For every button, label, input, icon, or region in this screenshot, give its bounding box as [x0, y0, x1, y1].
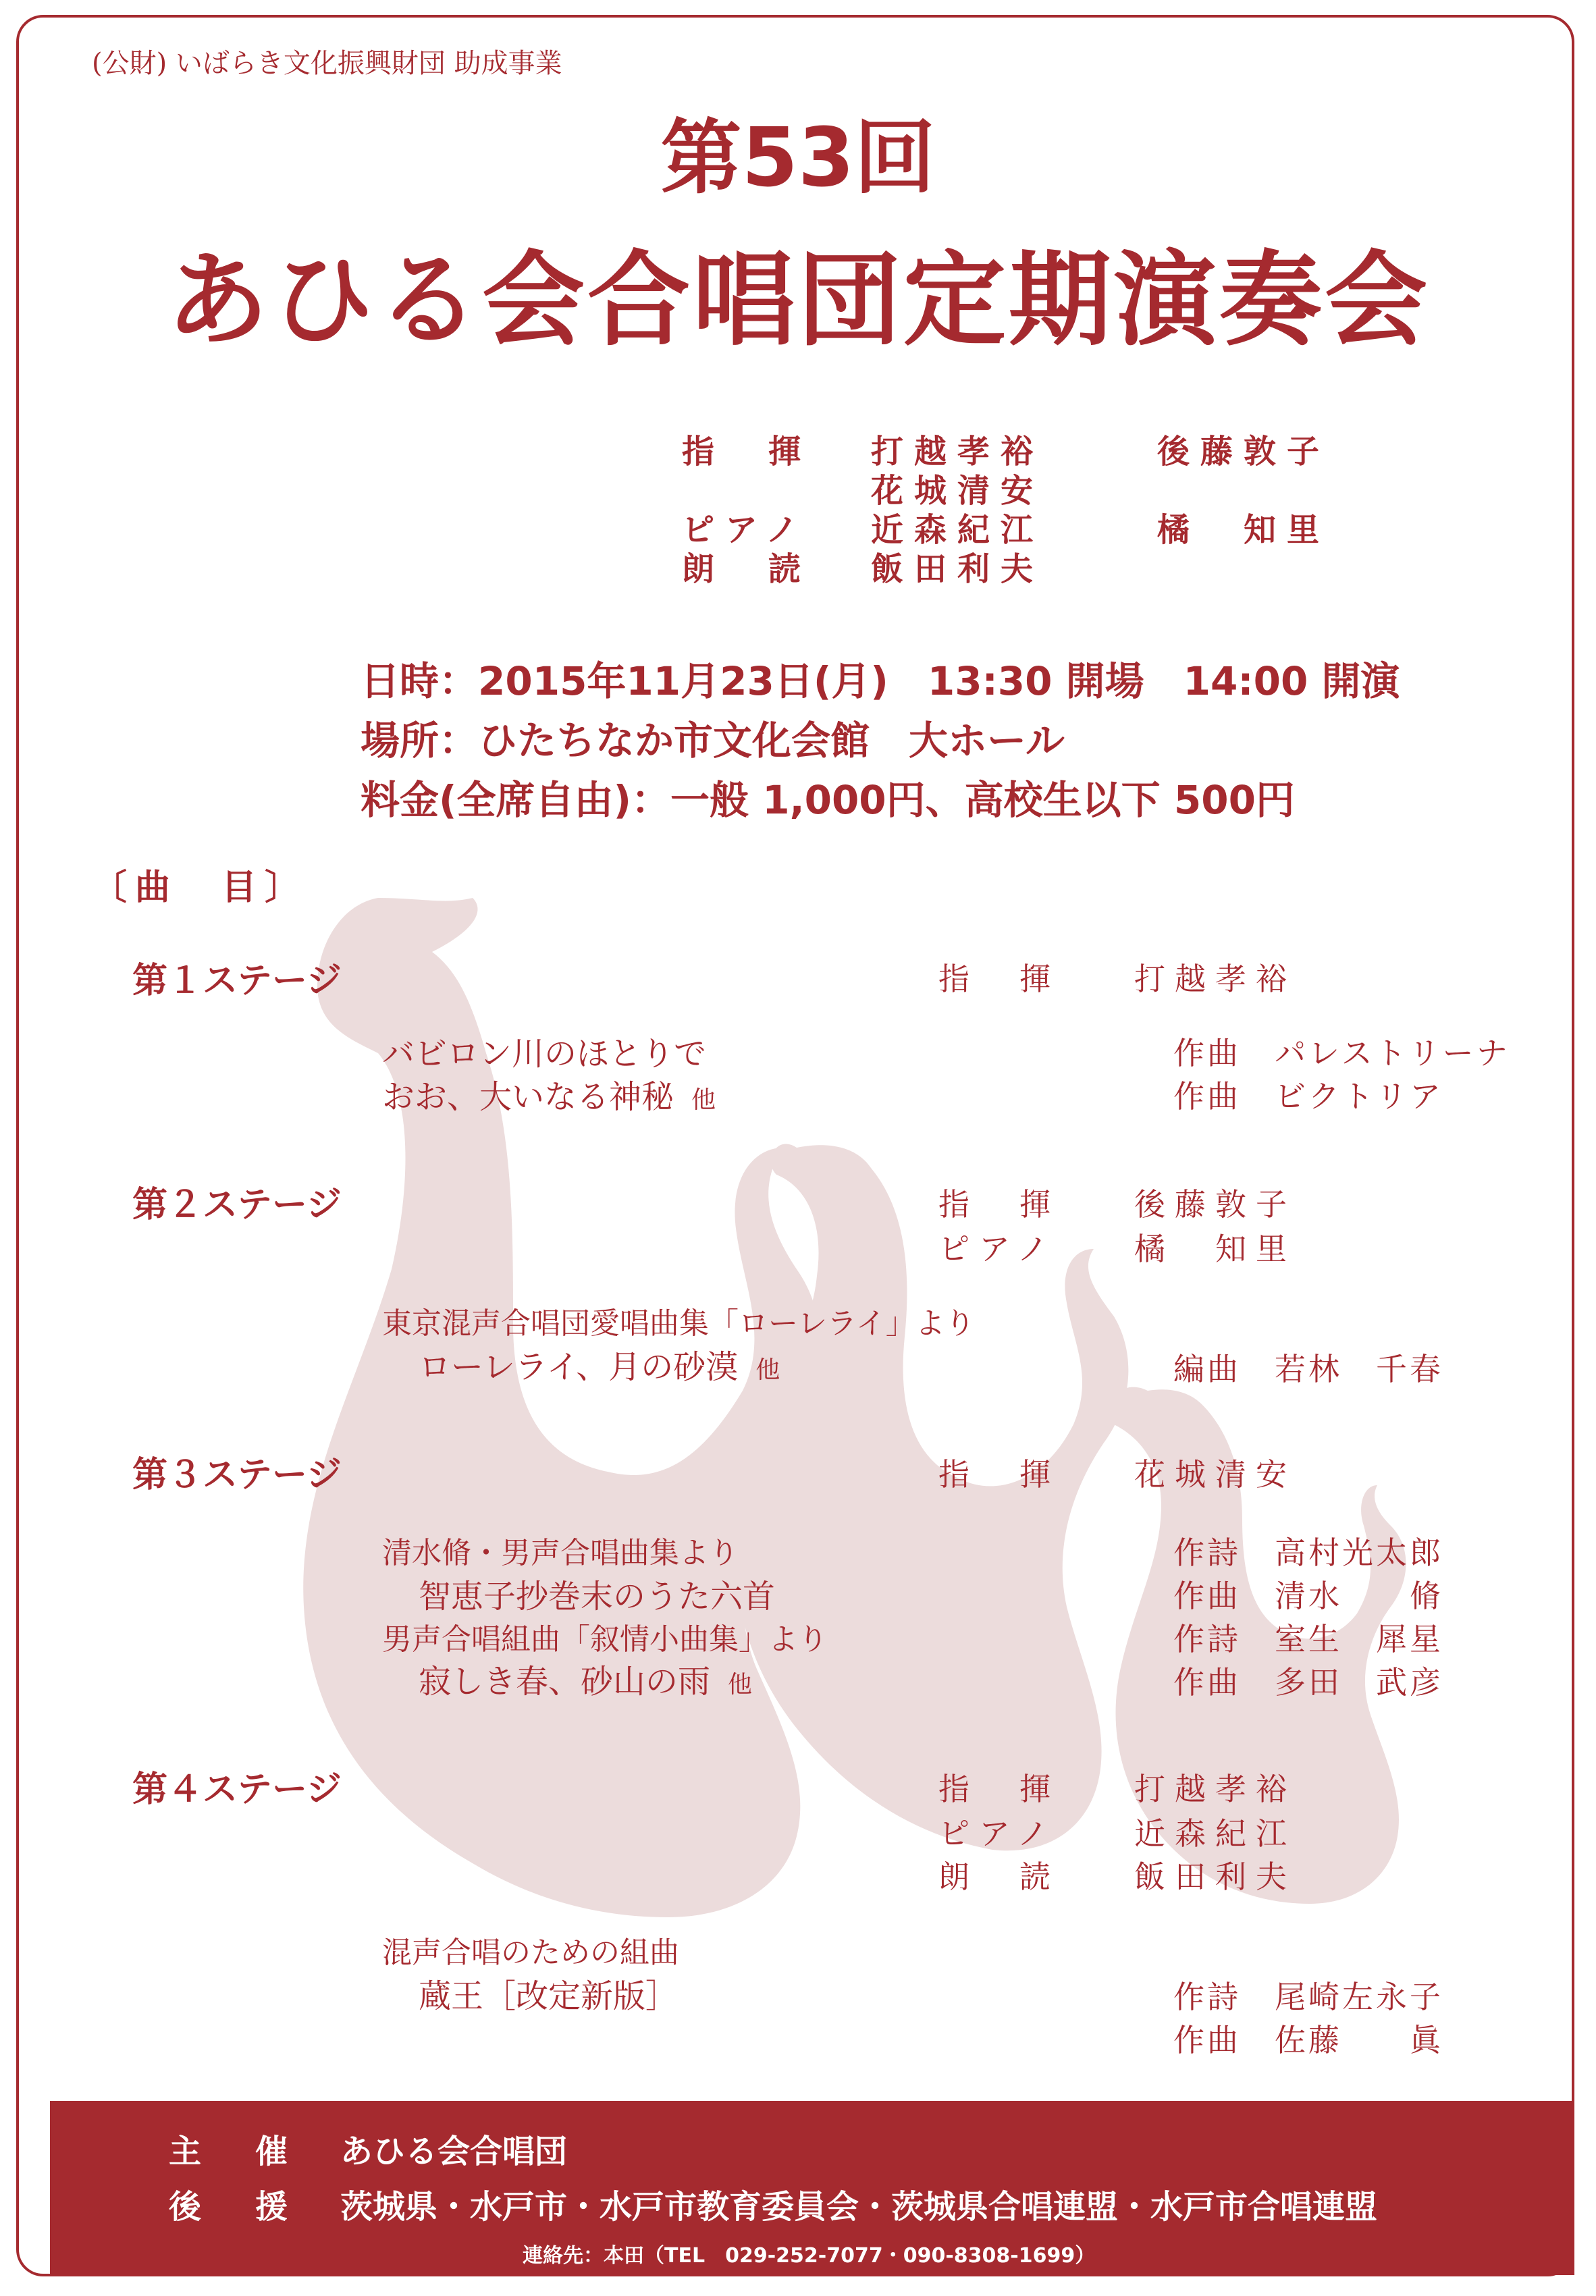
piece-title: 智恵子抄巻末のうた六首: [419, 1578, 776, 1616]
stage-staff-role: 指 揮: [938, 1186, 1060, 1223]
program-heading: 〔曲 目〕: [92, 867, 309, 908]
piece-credit: 作詩 尾崎左永子: [1173, 1979, 1443, 2015]
stage-staff-name: 橘 知里: [1134, 1231, 1296, 1267]
piece-title: 蔵王［改定新版］: [419, 1977, 679, 2015]
stage-label: 第３ステージ: [132, 1455, 342, 1495]
event-datetime: 日時：2015年11月23日(月) 13:30 開場 14:00 開演: [361, 658, 1400, 704]
event-fee: 料金(全席自由)：一般 1,000円、高校生以下 500円: [361, 777, 1295, 823]
stage-label: 第１ステージ: [132, 961, 342, 1001]
edition-number: 第53回: [660, 111, 936, 205]
stage-staff-name: 近森紀江: [1134, 1815, 1296, 1852]
piece-title: 清水脩・男声合唱曲集より: [382, 1536, 739, 1570]
piece-credit: 作曲 清水 脩: [1173, 1578, 1443, 1614]
piece-credit: 作曲 多田 武彦: [1173, 1664, 1443, 1701]
piece-title: バビロン川のほとりで: [382, 1035, 707, 1073]
performer-name: 打越孝裕: [871, 433, 1044, 471]
stage-label: 第２ステージ: [132, 1185, 342, 1225]
performer-role: ピアノ: [682, 511, 809, 549]
concert-title: あひる会合唱団定期演奏会: [166, 240, 1430, 360]
support-label: 後 援: [169, 2188, 299, 2226]
performer-name: 近森紀江: [871, 511, 1044, 549]
piece-credit: 作曲 ビクトリア: [1173, 1078, 1443, 1115]
stage-label: 第４ステージ: [132, 1769, 342, 1810]
support-list: 茨城県・水戸市・水戸市教育委員会・茨城県合唱連盟・水戸市合唱連盟: [340, 2188, 1378, 2226]
piece-title: 寂しき春、砂山の雨 他: [419, 1663, 753, 1701]
performer-name: 花城清安: [871, 472, 1044, 510]
stage-staff-name: 打越孝裕: [1134, 1771, 1296, 1807]
organizer-label: 主 催: [169, 2133, 299, 2170]
piece-title: おお、大いなる神秘 他: [382, 1078, 716, 1116]
piece-credit: 作曲 佐藤 眞: [1173, 2022, 1443, 2058]
event-venue: 場所：ひたちなか市文化会館 大ホール: [361, 718, 1065, 764]
footer-band: [50, 2101, 1574, 2275]
sponsor-line: (公財) いばらき文化振興財団 助成事業: [92, 48, 562, 79]
stage-staff-role: ピアノ: [938, 1815, 1058, 1852]
stage-staff-name: 花城清安: [1134, 1456, 1296, 1493]
stage-staff-role: 指 揮: [938, 1456, 1060, 1493]
piece-title: 男声合唱組曲「叙情小曲集」より: [382, 1622, 828, 1657]
stage-staff-role: 朗 読: [938, 1859, 1060, 1895]
piece-title: 東京混声合唱団愛唱曲集「ローレライ」より: [382, 1306, 975, 1341]
performer-name: 飯田利夫: [871, 550, 1044, 588]
organizer-name: あひる会合唱団: [340, 2133, 568, 2170]
performer-name: 後藤敦子: [1157, 433, 1331, 471]
stage-staff-name: 飯田利夫: [1134, 1859, 1296, 1895]
performer-role: 指 揮: [682, 433, 812, 471]
piece-credit: 作詩 室生 犀星: [1173, 1621, 1443, 1657]
performer-role: 朗 読: [682, 550, 812, 588]
stage-staff-name: 打越孝裕: [1134, 961, 1296, 997]
piece-credit: 作曲 パレストリーナ: [1173, 1035, 1510, 1071]
piece-credit: 作詩 高村光太郎: [1173, 1534, 1443, 1571]
piece-title: 混声合唱のための組曲: [382, 1935, 679, 1970]
contact-info: 連絡先：本田（TEL 029-252-7077・090-8308-1699）: [523, 2244, 1096, 2268]
piece-title: ローレライ、月の砂漠 他: [419, 1348, 780, 1386]
stage-staff-role: ピアノ: [938, 1231, 1058, 1267]
stage-staff-role: 指 揮: [938, 961, 1060, 997]
stage-staff-role: 指 揮: [938, 1771, 1060, 1807]
piece-credit: 編曲 若林 千春: [1173, 1351, 1443, 1387]
performer-name: 橘 知里: [1157, 511, 1331, 549]
stage-staff-name: 後藤敦子: [1134, 1186, 1296, 1223]
